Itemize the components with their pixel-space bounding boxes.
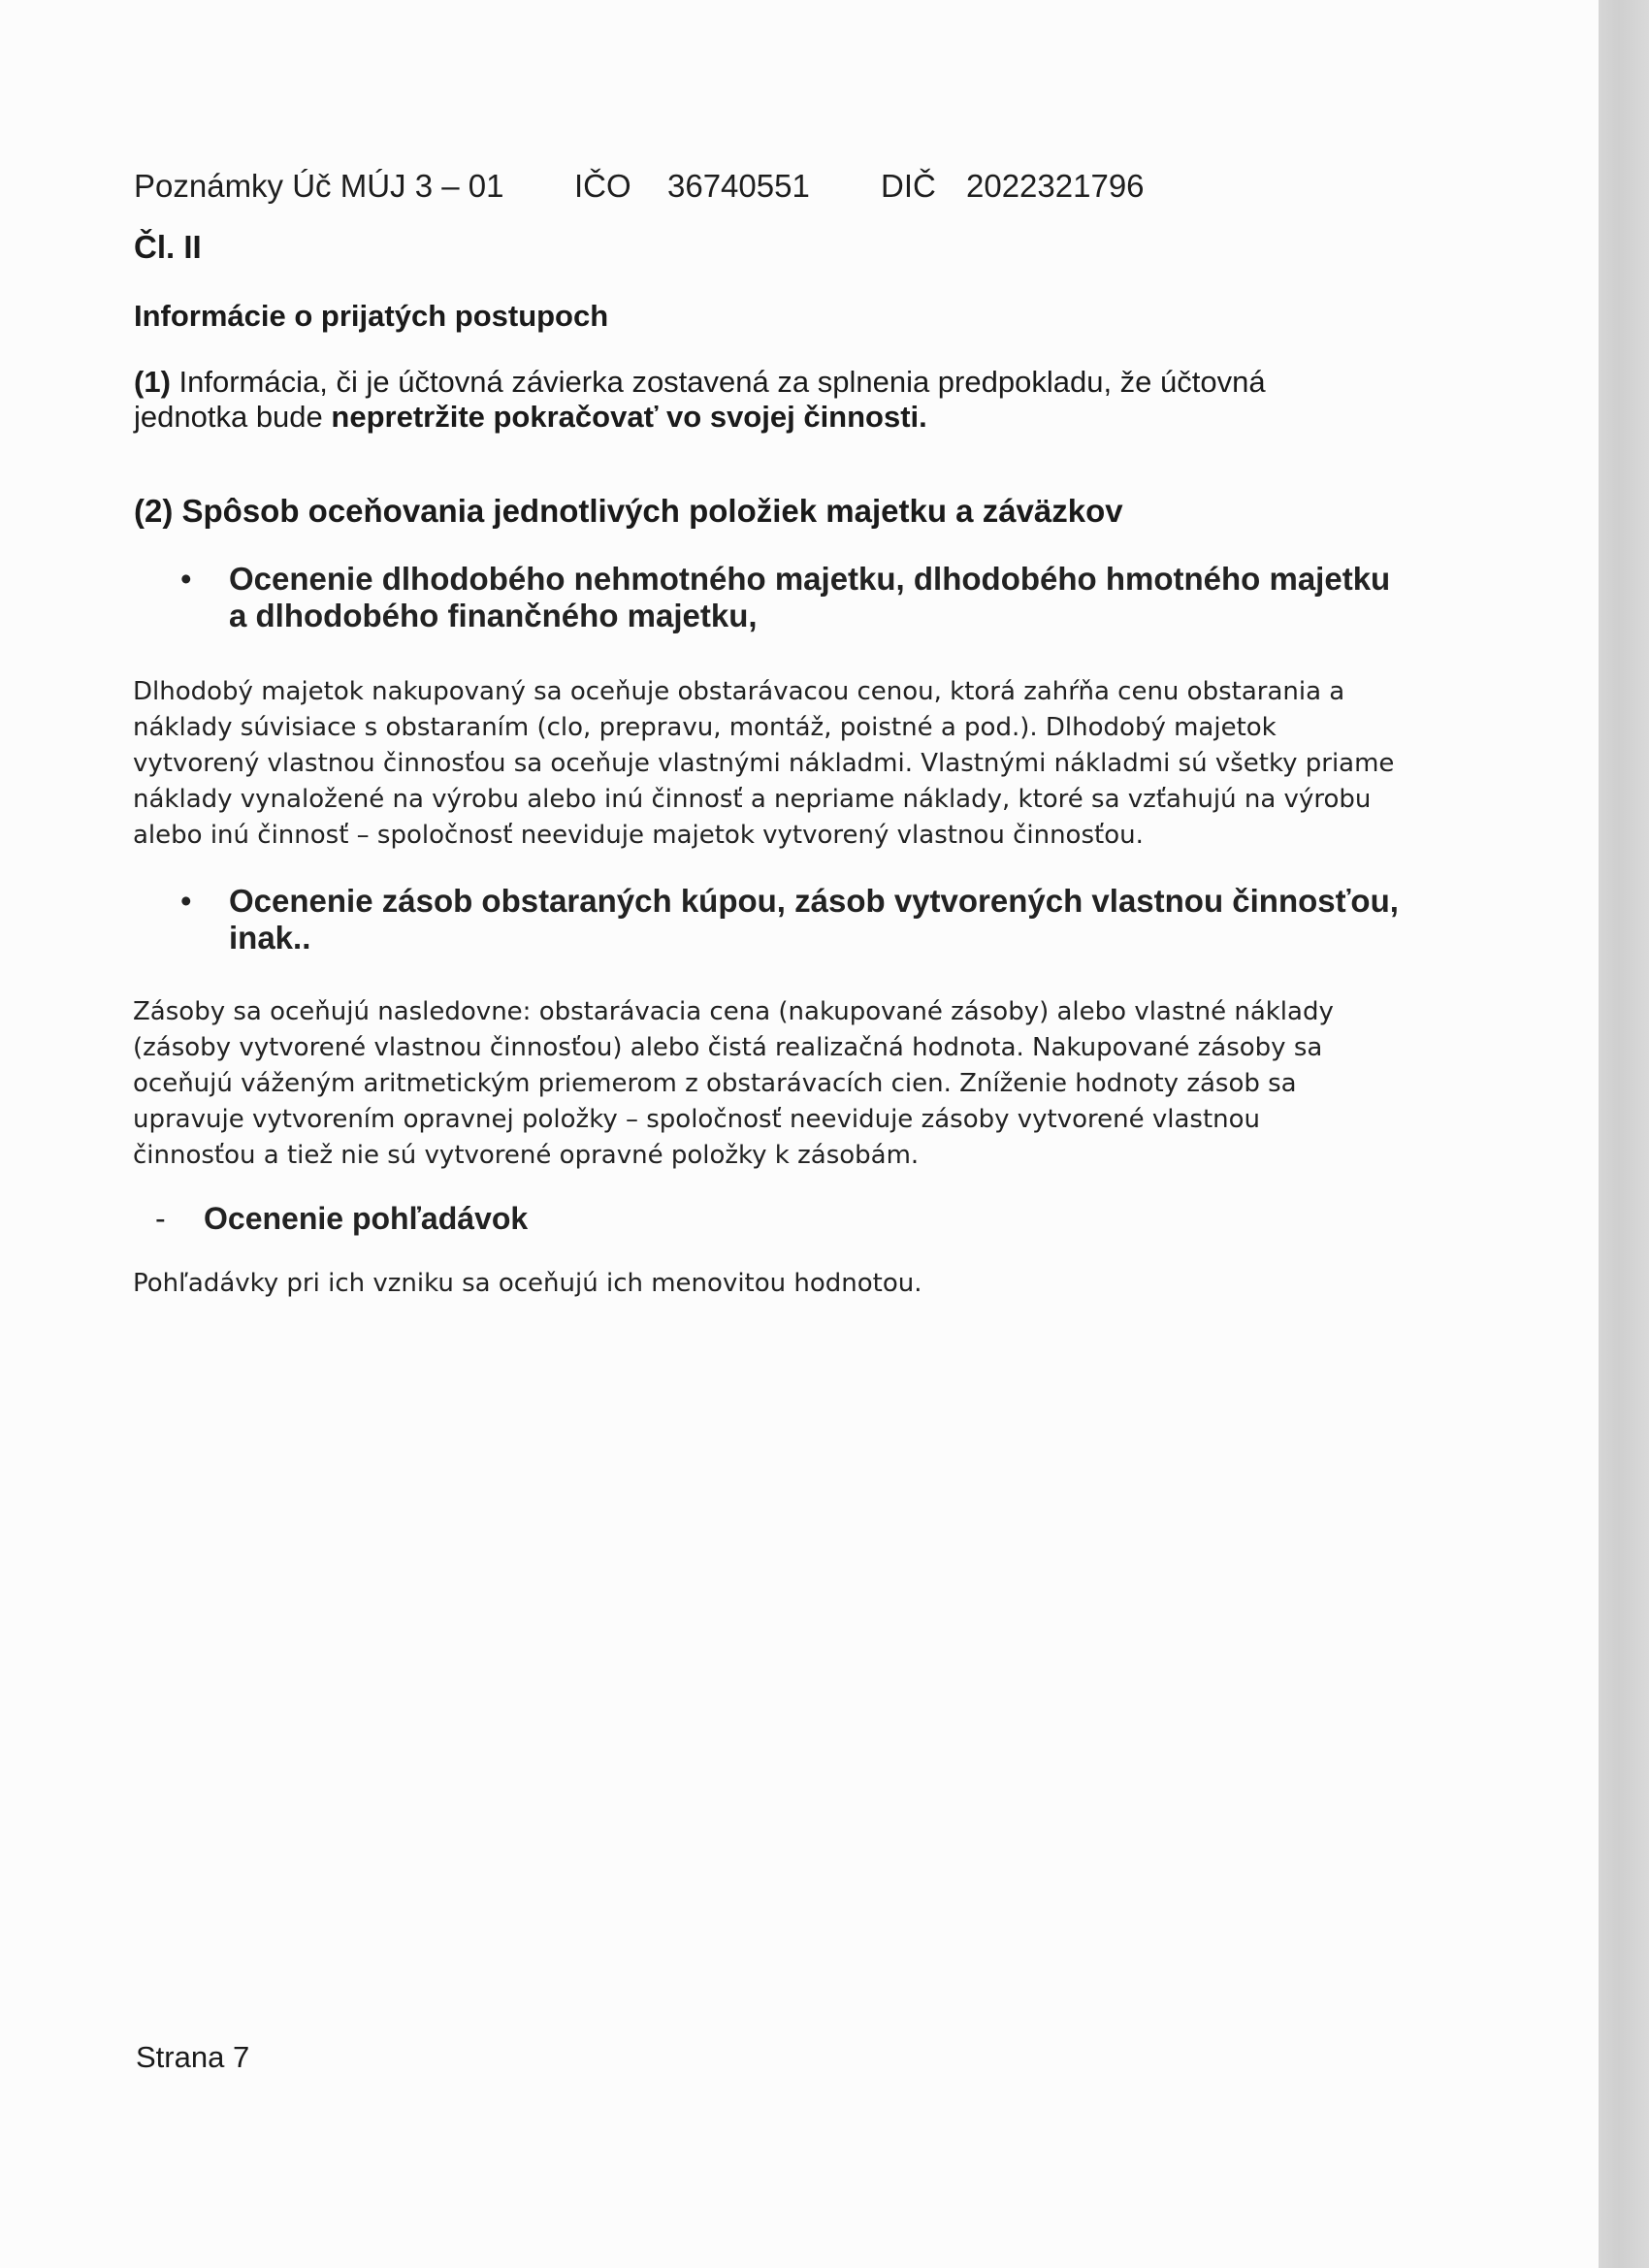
dic-label: DIČ <box>881 168 936 204</box>
ico-label: IČO <box>574 168 631 204</box>
paragraph-line: (zásoby vytvorené vlastnou činnosťou) alebo čistá realizačná hodnota. Nakupované zásoby sa <box>133 1033 1323 1062</box>
point-1-line-2-bold: nepretržite pokračovať vo svojej činnosti. <box>331 400 927 434</box>
doc-label: Poznámky Úč MÚJ 3 – 01 <box>134 168 504 204</box>
paragraph-inventories <box>133 994 1404 1174</box>
dic-value: 2022321796 <box>966 168 1145 204</box>
paragraph-line: vytvorený vlastnou činnosťou sa oceňuje vlastnými nákladmi. Vlastnými nákladmi sú všetky priame <box>133 749 1395 778</box>
paragraph-line: činnosťou a tiež nie sú vytvorené opravné položky k zásobám. <box>133 1141 920 1170</box>
paragraph-line: Dlhodobý majetok nakupovaný sa oceňuje obstarávacou cenou, ktorá zahŕňa cenu obstarania a <box>133 677 1345 706</box>
paragraph-long-term-assets <box>133 674 1404 854</box>
page-number: 7 <box>232 2040 250 2074</box>
paragraph-line: upravuje vytvorením opravnej položky – spoločnosť neeviduje zásoby vytvorené vlastnou <box>133 1105 1261 1134</box>
paragraph-receivables <box>133 1266 1404 1302</box>
point-2-heading: (2) Spôsob oceňovania jednotlivých položiek majetku a záväzkov <box>134 493 1123 529</box>
paragraph-line: Zásoby sa oceňujú nasledovne: obstarávacia cena (nakupované zásoby) alebo vlastné náklady <box>133 997 1334 1026</box>
scan-edge-shadow <box>1599 0 1649 2268</box>
bullet-2-line-2: inak.. <box>229 920 311 956</box>
paragraph-line: alebo inú činnosť – spoločnosť neeviduje majetok vytvorený vlastnou činnosťou. <box>133 821 1144 850</box>
bullet-1-line-2: a dlhodobého finančného majetku, <box>229 598 758 633</box>
bullet-2-line-1: Ocenenie zásob obstaraných kúpou, zásob vytvorených vlastnou činnosťou, <box>229 883 1399 919</box>
paragraph-line: Pohľadávky pri ich vzniku sa oceňujú ich menovitou hodnotou. <box>133 1269 922 1298</box>
bullet-item-long-term-assets <box>180 561 1441 638</box>
ico-value: 36740551 <box>667 168 810 204</box>
bullet-1-line-1: Ocenenie dlhodobého nehmotného majetku, dlhodobého hmotného majetku <box>229 561 1391 597</box>
point-1-line-2: jednotka bude <box>134 400 323 434</box>
paragraph-line: oceňujú váženým aritmetickým priemerom z obstarávacích cien. Zníženie hodnoty zásob sa <box>133 1069 1297 1098</box>
point-1-number: (1) <box>134 365 171 399</box>
bullet-item-inventories <box>180 883 1441 960</box>
footer-label: Strana <box>136 2040 225 2074</box>
page-footer <box>136 2040 249 2075</box>
paragraph-line: náklady vynaložené na výrobu alebo inú činnosť a nepriame náklady, ktoré sa vzťahujú na výrobu <box>133 785 1372 814</box>
dash-item-text: Ocenenie pohľadávok <box>204 1201 529 1236</box>
article-title: Čl. II <box>134 229 202 265</box>
paragraph-line: náklady súvisiace s obstaraním (clo, prepravu, montáž, poistné a pod.). Dlhodobý majetok <box>133 713 1277 742</box>
bullet-icon: • <box>180 883 192 919</box>
bullet-icon: • <box>180 561 192 597</box>
dash-icon: - <box>155 1201 166 1236</box>
point-1 <box>134 365 1395 435</box>
section-title: Informácie o prijatých postupoch <box>134 299 609 333</box>
point-1-line-1: Informácia, či je účtovná závierka zostavená za splnenia predpokladu, že účtovná <box>178 365 1266 399</box>
